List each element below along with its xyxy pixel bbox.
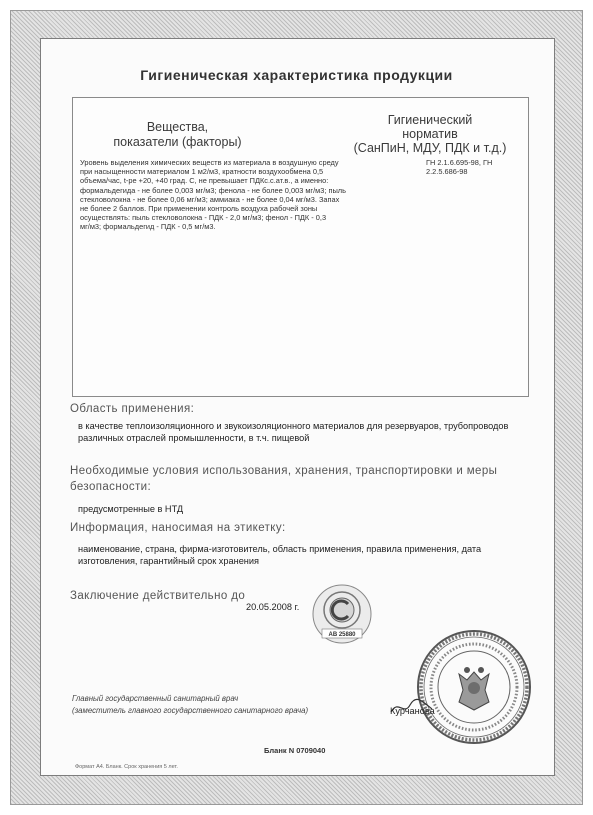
header-line: Гигиенический bbox=[387, 113, 473, 127]
indicator-line: при насыщенности материалом 1 м2/м3, кратности воздухообмена 0,5 bbox=[80, 167, 324, 177]
footer-note: Формат А4. Бланк. Срок хранения 5 лет. bbox=[75, 764, 178, 770]
signer-title: Главный государственный санитарный врач bbox=[72, 694, 239, 703]
header-line: норматив bbox=[402, 127, 458, 141]
header-line: Вещества, bbox=[146, 120, 209, 134]
table-header-substances bbox=[100, 120, 255, 150]
norm-line: 2.2.5.686-98 bbox=[426, 167, 468, 177]
indicator-line: осуществлять: пыль стекловолокна - ПДК - 2,0 мг/м3; фенол - ПДК - 0,3 bbox=[80, 213, 327, 223]
table-header-norm bbox=[330, 113, 530, 155]
indicator-line: формальдегида - не более 0,003 мг/м3; фенола - не более 0,003 мг/м3; пыль bbox=[80, 185, 346, 195]
conditions-label bbox=[70, 463, 540, 495]
indicator-line: объема/час, t-ре +20, +40 град. С, не превышает ПДКс.с.ат.в., а именно: bbox=[80, 176, 329, 186]
signer-title-note: (заместитель главного государственного санитарного врача) bbox=[72, 706, 309, 715]
signer-name: Курчанова bbox=[390, 706, 435, 716]
validity-label: Заключение действительно до bbox=[70, 590, 246, 602]
label-info-label: Информация, наносимая на этикетку: bbox=[70, 522, 286, 534]
indicator-line: Уровень выделения химических веществ из материала в воздушную среду bbox=[80, 158, 339, 167]
indicators-text bbox=[80, 158, 365, 232]
label-info-value bbox=[78, 543, 538, 567]
conditions-label-line: безопасности: bbox=[70, 481, 152, 493]
indicator-line: не более 2 баллов. При применении контроль воздуха рабочей зоны bbox=[80, 204, 318, 214]
label-info-line: изготовления, гарантийный срок хранения bbox=[78, 556, 259, 566]
blank-number: Бланк N 0709040 bbox=[264, 746, 326, 755]
header-line: показатели (факторы) bbox=[113, 135, 242, 149]
conditions-value: предусмотренные в НТД bbox=[78, 504, 184, 514]
norm-line: ГН 2.1.6.695-98, ГН bbox=[426, 158, 493, 167]
indicator-line: мг/м3; формальдегид - ПДК - 0,5 мг/м3. bbox=[80, 222, 216, 232]
indicator-line: стекловолокна - не более 0,06 мг/м3; аммиака - не более 0,04 мг/м3. Запах bbox=[80, 194, 340, 204]
official-seal-icon bbox=[415, 628, 533, 746]
validity-date: 20.05.2008 г. bbox=[246, 602, 300, 612]
document-title: Гигиеническая характеристика продукции bbox=[140, 67, 453, 83]
conditions-label-line: Необходимые условия использования, хранения, транспортировки и меры bbox=[70, 465, 498, 477]
hologram-sticker-icon bbox=[311, 583, 373, 645]
label-info-line: наименование, страна, фирма-изготовитель, область применения, правила применения, дата bbox=[78, 544, 482, 554]
application-value bbox=[78, 420, 538, 444]
hologram-code: АВ 25880 bbox=[328, 632, 356, 638]
header-line: (СанПиН, МДУ, ПДК и т.д.) bbox=[353, 141, 507, 155]
norm-text bbox=[426, 158, 526, 176]
application-label: Область применения: bbox=[70, 403, 195, 415]
application-line: в качестве теплоизоляционного и звукоизоляционного материалов для резервуаров, трубопроводов bbox=[78, 421, 509, 431]
application-line: различных отраслей промышленности, в т.ч. пищевой bbox=[78, 433, 310, 443]
